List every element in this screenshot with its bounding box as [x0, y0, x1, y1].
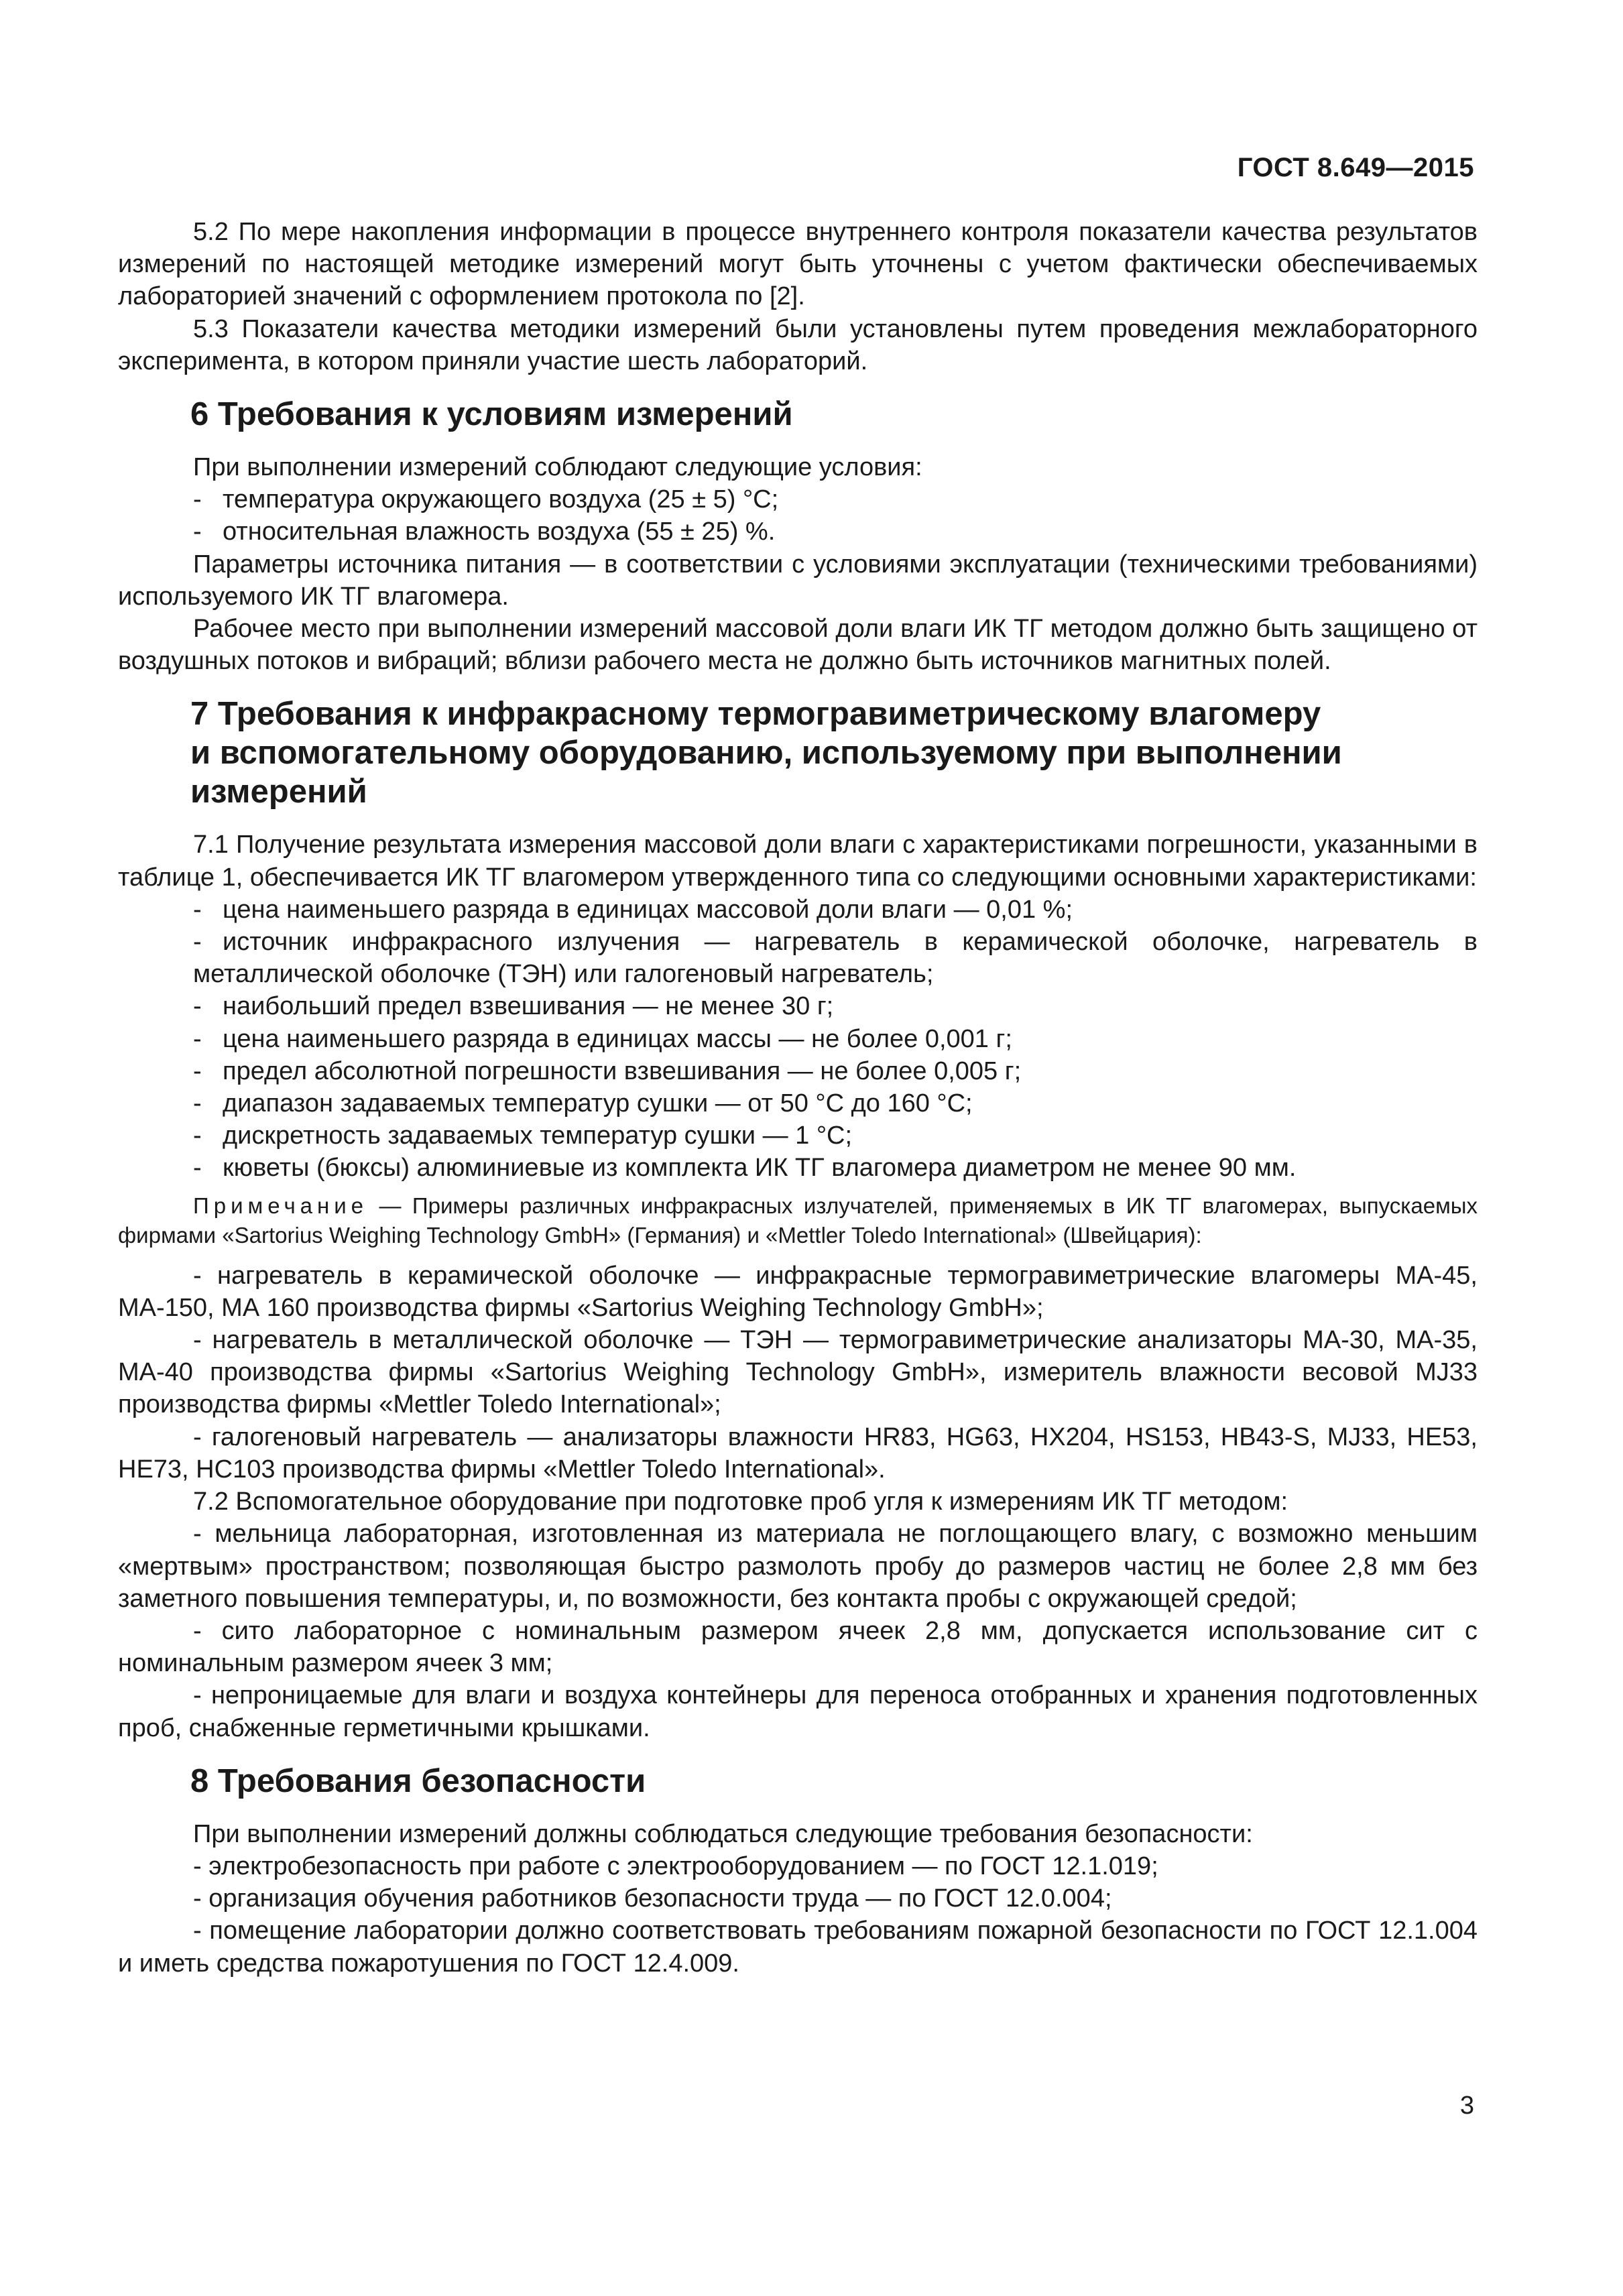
page-content [118, 216, 1478, 1980]
aux-item: - непроницаемые для влаги и воздуха контейнеры для переноса отобранных и хранения подготовленных проб, снабженные герметичными крышками. [118, 1681, 1478, 1742]
list-item: - источник инфракрасного излучения — нагреватель в керамической оболочке, нагреватель в металлической оболочке (ТЭН) или галогеновый нагреватель; [193, 928, 1478, 989]
section-6-paragraph: Рабочее место при выполнении измерений массовой доли влаги ИК ТГ методом должно быть защищено от воздушных потоков и вибраций; вблизи рабочего места не должно быть источников магнитных полей. [118, 615, 1478, 676]
paragraph-7-2: 7.2 Вспомогательное оборудование при подготовке проб угля к измерениям ИК ТГ методом: [193, 1488, 1288, 1516]
section-8-title: 8 Требования безопасности [190, 1762, 646, 1799]
aux-item: - мельница лабораторная, изготовленная из материала не поглощающего влагу, с возможно меньшим «мертвым» пространством; позволяющая быстро размолоть пробу до размеров частиц не более 2,8 мм без заметного повышения температуры, и, по возможности, без контакта пробы с окружающей средой; [118, 1520, 1478, 1613]
list-item: - относительная влажность воздуха (55 ± 25) %. [193, 518, 776, 546]
aux-item: - сито лабораторное с номинальным размером ячеек 2,8 мм, допускается использование сит с номинальным размером ячеек 3 мм; [118, 1616, 1478, 1678]
list-item: - предел абсолютной погрешности взвешивания — не более 0,005 г; [193, 1056, 1022, 1085]
section-7-title: 7 Требования к инфракрасному термогравиметрическому влагомеру и вспомогательному оборудованию, используемому при выполнении измерений [190, 696, 1342, 810]
safety-item: - помещение лаборатории должно соответствовать требованиям пожарной безопасности по ГОСТ 12.1.004 и иметь средства пожаротушения по ГОСТ 12.4.009. [118, 1917, 1478, 1978]
note-block [118, 1191, 1478, 1250]
note-text: Примечание — Примеры различных инфракрасных излучателей, применяемых в ИК ТГ влагомерах, выпускаемых фирмами «Sartorius Weighing Technology GmbH» (Германия) и «Mettler Toledo International» (Швейцария): [118, 1193, 1478, 1248]
example-item: - галогеновый нагреватель — анализаторы влажности HR83, HG63, HX204, HS153, HB43-S, MJ33, HE53, HE73, HC103 производства фирмы «Mettler Toledo International». [118, 1423, 1478, 1484]
section-6-intro: При выполнении измерений соблюдают следующие условия: [193, 453, 922, 482]
section-6-paragraph: Параметры источника питания — в соответствии с условиями эксплуатации (техническими требованиями) используемого ИК ТГ влагомера. [118, 550, 1478, 611]
list-item: - наибольший предел взвешивания — не менее 30 г; [193, 992, 834, 1021]
list-item: - температура окружающего воздуха (25 ± 5) °С; [193, 485, 779, 514]
page-number: 3 [1459, 2092, 1474, 2120]
section-6-title: 6 Требования к условиям измерений [190, 396, 793, 433]
list-item: - дискретность задаваемых температур сушки — 1 °С; [193, 1122, 853, 1150]
section-8-intro: При выполнении измерений должны соблюдаться следующие требования безопасности: [193, 1819, 1253, 1848]
example-item: - нагреватель в металлической оболочке — ТЭН — термогравиметрические анализаторы МА-30, МА-35, МА-40 производства фирмы «Sartorius Weighing Technology GmbH», измеритель влажности весовой MJ33 производства фирмы «Mettler Toledo International»; [118, 1326, 1478, 1419]
example-item: - нагреватель в керамической оболочке — инфракрасные термогравиметрические влагомеры МА-45, МА-150, МА 160 производства фирмы «Sartorius Weighing Technology GmbH»; [118, 1261, 1478, 1322]
standard-code: ГОСТ 8.649—2015 [1237, 153, 1474, 182]
safety-item: - организация обучения работников безопасности труда — по ГОСТ 12.0.004; [193, 1884, 1112, 1913]
paragraph-5-3: 5.3 Показатели качества методики измерений были установлены путем проведения межлабораторного эксперимента, в котором приняли участие шесть лабораторий. [118, 314, 1478, 375]
paragraph-5-2: 5.2 По мере накопления информации в процессе внутреннего контроля показатели качества результатов измерений по настоящей методике измерений могут быть уточнены с учетом фактически обеспечиваемых лабораторией значений с оформлением протокола по [2]. [118, 218, 1478, 311]
paragraph-7-1: 7.1 Получение результата измерения массовой доли влаги с характеристиками погрешности, указанными в таблице 1, обеспечивается ИК ТГ влагомером утвержденного типа со следующими основными характеристиками: [118, 831, 1478, 892]
list-item: - цена наименьшего разряда в единицах массы — не более 0,001 г; [193, 1024, 1012, 1053]
list-item: - цена наименьшего разряда в единицах массовой доли влаги — 0,01 %; [193, 895, 1073, 924]
safety-item: - электробезопасность при работе с электрооборудованием — по ГОСТ 12.1.019; [193, 1852, 1158, 1880]
list-item: - кюветы (бюксы) алюминиевые из комплекта ИК ТГ влагомера диаметром не менее 90 мм. [193, 1154, 1297, 1183]
list-item: - диапазон задаваемых температур сушки — от 50 °С до 160 °С; [193, 1089, 973, 1118]
